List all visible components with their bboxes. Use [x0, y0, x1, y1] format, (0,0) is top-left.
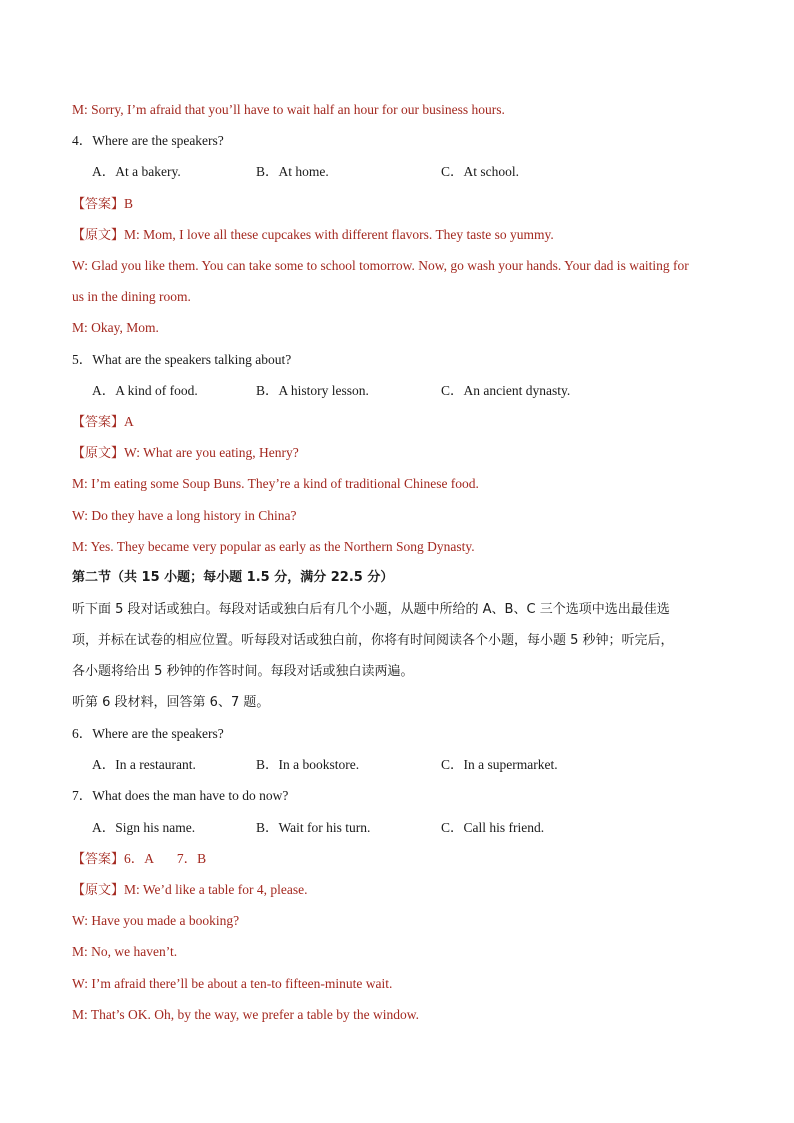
question-6: 6．Where are the speakers? — [72, 726, 224, 741]
option-c: C．Call his friend. — [441, 820, 545, 835]
transcript-line: us in the dining room. — [72, 289, 191, 304]
answer-value: A — [124, 414, 134, 429]
option-b: B．At home. — [256, 164, 329, 179]
option-b: B．Wait for his turn. — [256, 820, 371, 835]
transcript-text: M: Mom, I love all these cupcakes with different flavors. They taste so yummy. — [124, 227, 554, 242]
option-a: A．At a bakery. — [92, 164, 181, 179]
answer-line — [72, 195, 133, 214]
transcript-line: W: Do they have a long history in China? — [72, 508, 297, 523]
option-c: C．At school. — [441, 164, 520, 179]
material-note: 听第 6 段材料，回答第 6、7 题。 — [72, 695, 270, 710]
question-5: 5．What are the speakers talking about? — [72, 352, 292, 367]
instruction-line: 听下面 5 段对话或独白。每段对话或独白后有几个小题，从题中所给的 A、B、C 三个选项中选出最佳选 — [72, 602, 670, 617]
transcript-line: M: No, we haven’t. — [72, 944, 178, 959]
transcript-line: M: Yes. They became very popular as early as the Northern Song Dynasty. — [72, 539, 475, 554]
instruction-line: 各小题将给出 5 秒钟的作答时间。每段对话或独白读两遍。 — [72, 664, 414, 679]
option-c: C．In a supermarket. — [441, 757, 558, 772]
instruction-line: 项，并标在试卷的相应位置。听每段对话或独白前，你将有时间阅读各个小题，每小题 5 秒钟；听完后， — [72, 633, 674, 648]
option-a: A．A kind of food. — [92, 383, 198, 398]
section-instructions — [72, 594, 732, 687]
transcript-text: W: What are you eating, Henry? — [124, 445, 299, 460]
section-heading: 第二节（共 15 小题；每小题 1.5 分，满分 22.5 分） — [72, 570, 394, 585]
transcript-line — [72, 881, 308, 900]
question-4: 4．Where are the speakers? — [72, 133, 224, 148]
answer-tag: 【答案】 — [72, 852, 125, 867]
answer-line — [72, 413, 134, 432]
transcript-line: M: I’m eating some Soup Buns. They’re a kind of traditional Chinese food. — [72, 476, 479, 491]
transcript-tag: 【原文】 — [72, 228, 125, 243]
answer-value: 6．A 7．B — [124, 851, 207, 866]
transcript-line: M: That’s OK. Oh, by the way, we prefer a table by the window. — [72, 1007, 420, 1022]
transcript-line: M: Okay, Mom. — [72, 320, 159, 335]
answer-tag: 【答案】 — [72, 197, 125, 212]
option-a: A．Sign his name. — [92, 820, 196, 835]
option-a: A．In a restaurant. — [92, 757, 196, 772]
transcript-line — [72, 444, 299, 463]
question-7: 7．What does the man have to do now? — [72, 788, 289, 803]
answer-value: B — [124, 196, 134, 211]
answer-tag: 【答案】 — [72, 415, 125, 430]
option-b: B．A history lesson. — [256, 383, 369, 398]
dialogue-line: M: Sorry, I’m afraid that you’ll have to wait half an hour for our business hours. — [72, 102, 505, 117]
transcript-line: W: Have you made a booking? — [72, 913, 240, 928]
transcript-tag: 【原文】 — [72, 446, 125, 461]
option-c: C．An ancient dynasty. — [441, 383, 571, 398]
transcript-line: W: I’m afraid there’ll be about a ten-to fifteen-minute wait. — [72, 976, 393, 991]
transcript-line: W: Glad you like them. You can take some to school tomorrow. Now, go wash your hands. Your dad is waiting for — [72, 258, 689, 273]
transcript-line — [72, 226, 554, 245]
option-b: B．In a bookstore. — [256, 757, 360, 772]
answer-line — [72, 850, 206, 869]
transcript-text: M: We’d like a table for 4, please. — [124, 882, 308, 897]
transcript-tag: 【原文】 — [72, 883, 125, 898]
